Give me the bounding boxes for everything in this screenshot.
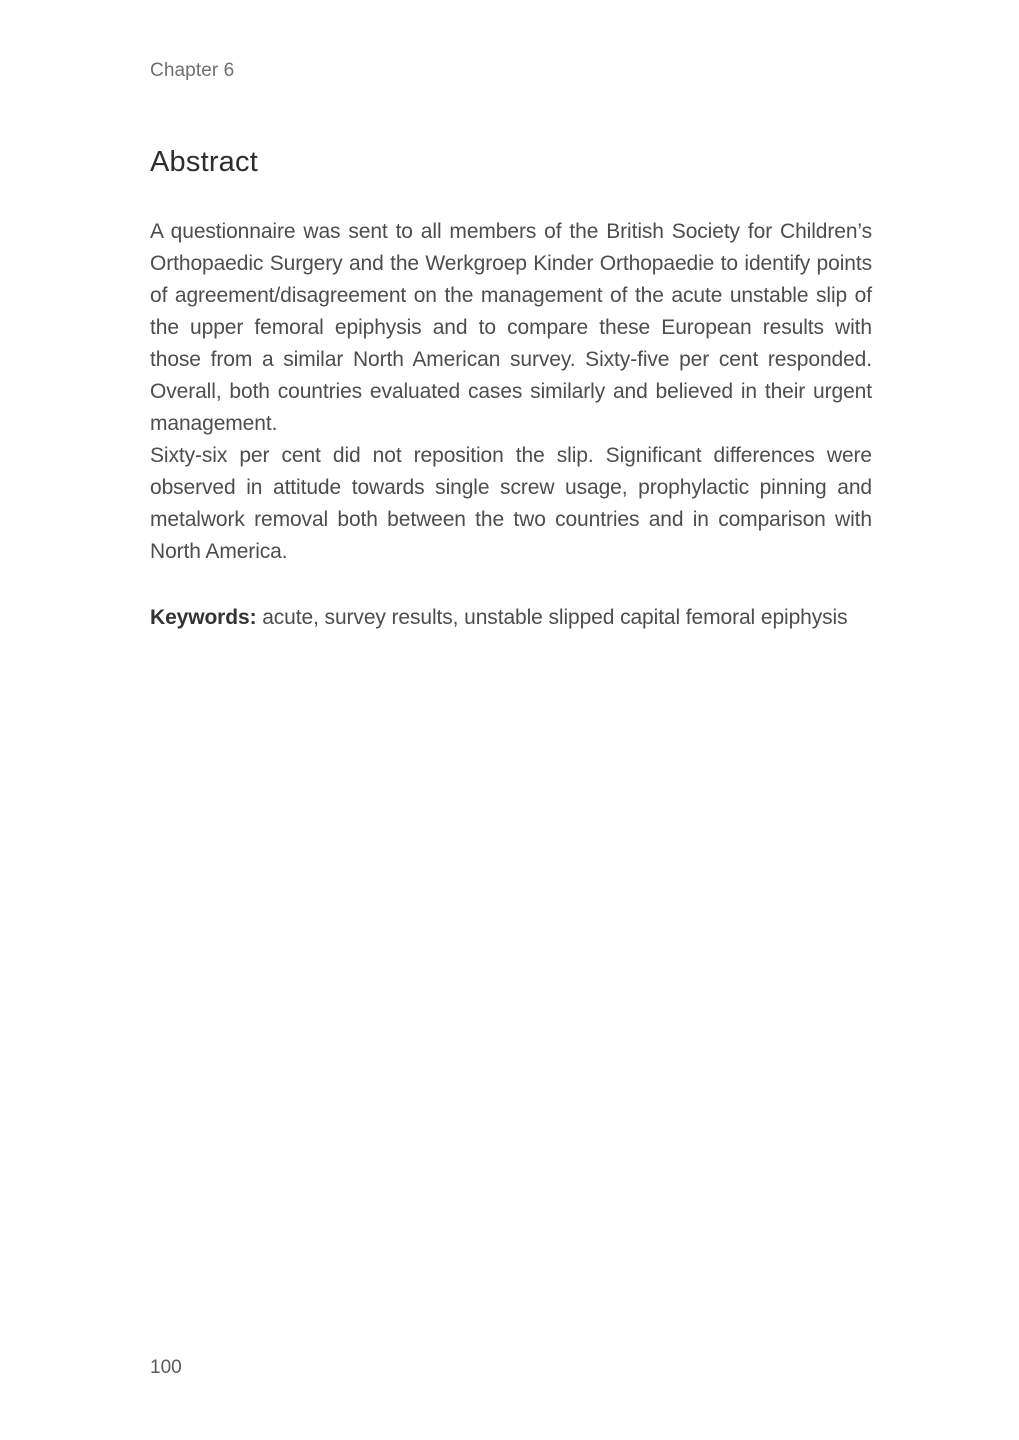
keywords-text: acute, survey results, unstable slipped capital femoral epiphysis [256, 606, 848, 629]
keywords-label: Keywords: [150, 606, 257, 629]
chapter-header: Chapter 6 [150, 60, 235, 81]
page-title: Abstract [150, 146, 258, 178]
page-number: 100 [150, 1357, 182, 1378]
abstract-body [150, 216, 872, 568]
abstract-paragraph: A questionnaire was sent to all members of the British Society for Children’s Orthopaedic Surgery and the Werkgroep Kinder Orthopaedie to identify points of agreement/disagreement on the management of the acute unstable slip of the upper femoral epiphysis and to compare these European results with those from a similar North American survey. Sixty-five per cent responded. Overall, both countries evaluated cases similarly and believed in their urgent management. [150, 220, 872, 435]
abstract-paragraph: Sixty-six per cent did not reposition the slip. Significant differences were observed in attitude towards single screw usage, prophylactic pinning and metalwork removal both between the two countries and in comparison with North America. [150, 444, 872, 563]
keywords-line [150, 602, 872, 634]
text-column [150, 0, 872, 634]
